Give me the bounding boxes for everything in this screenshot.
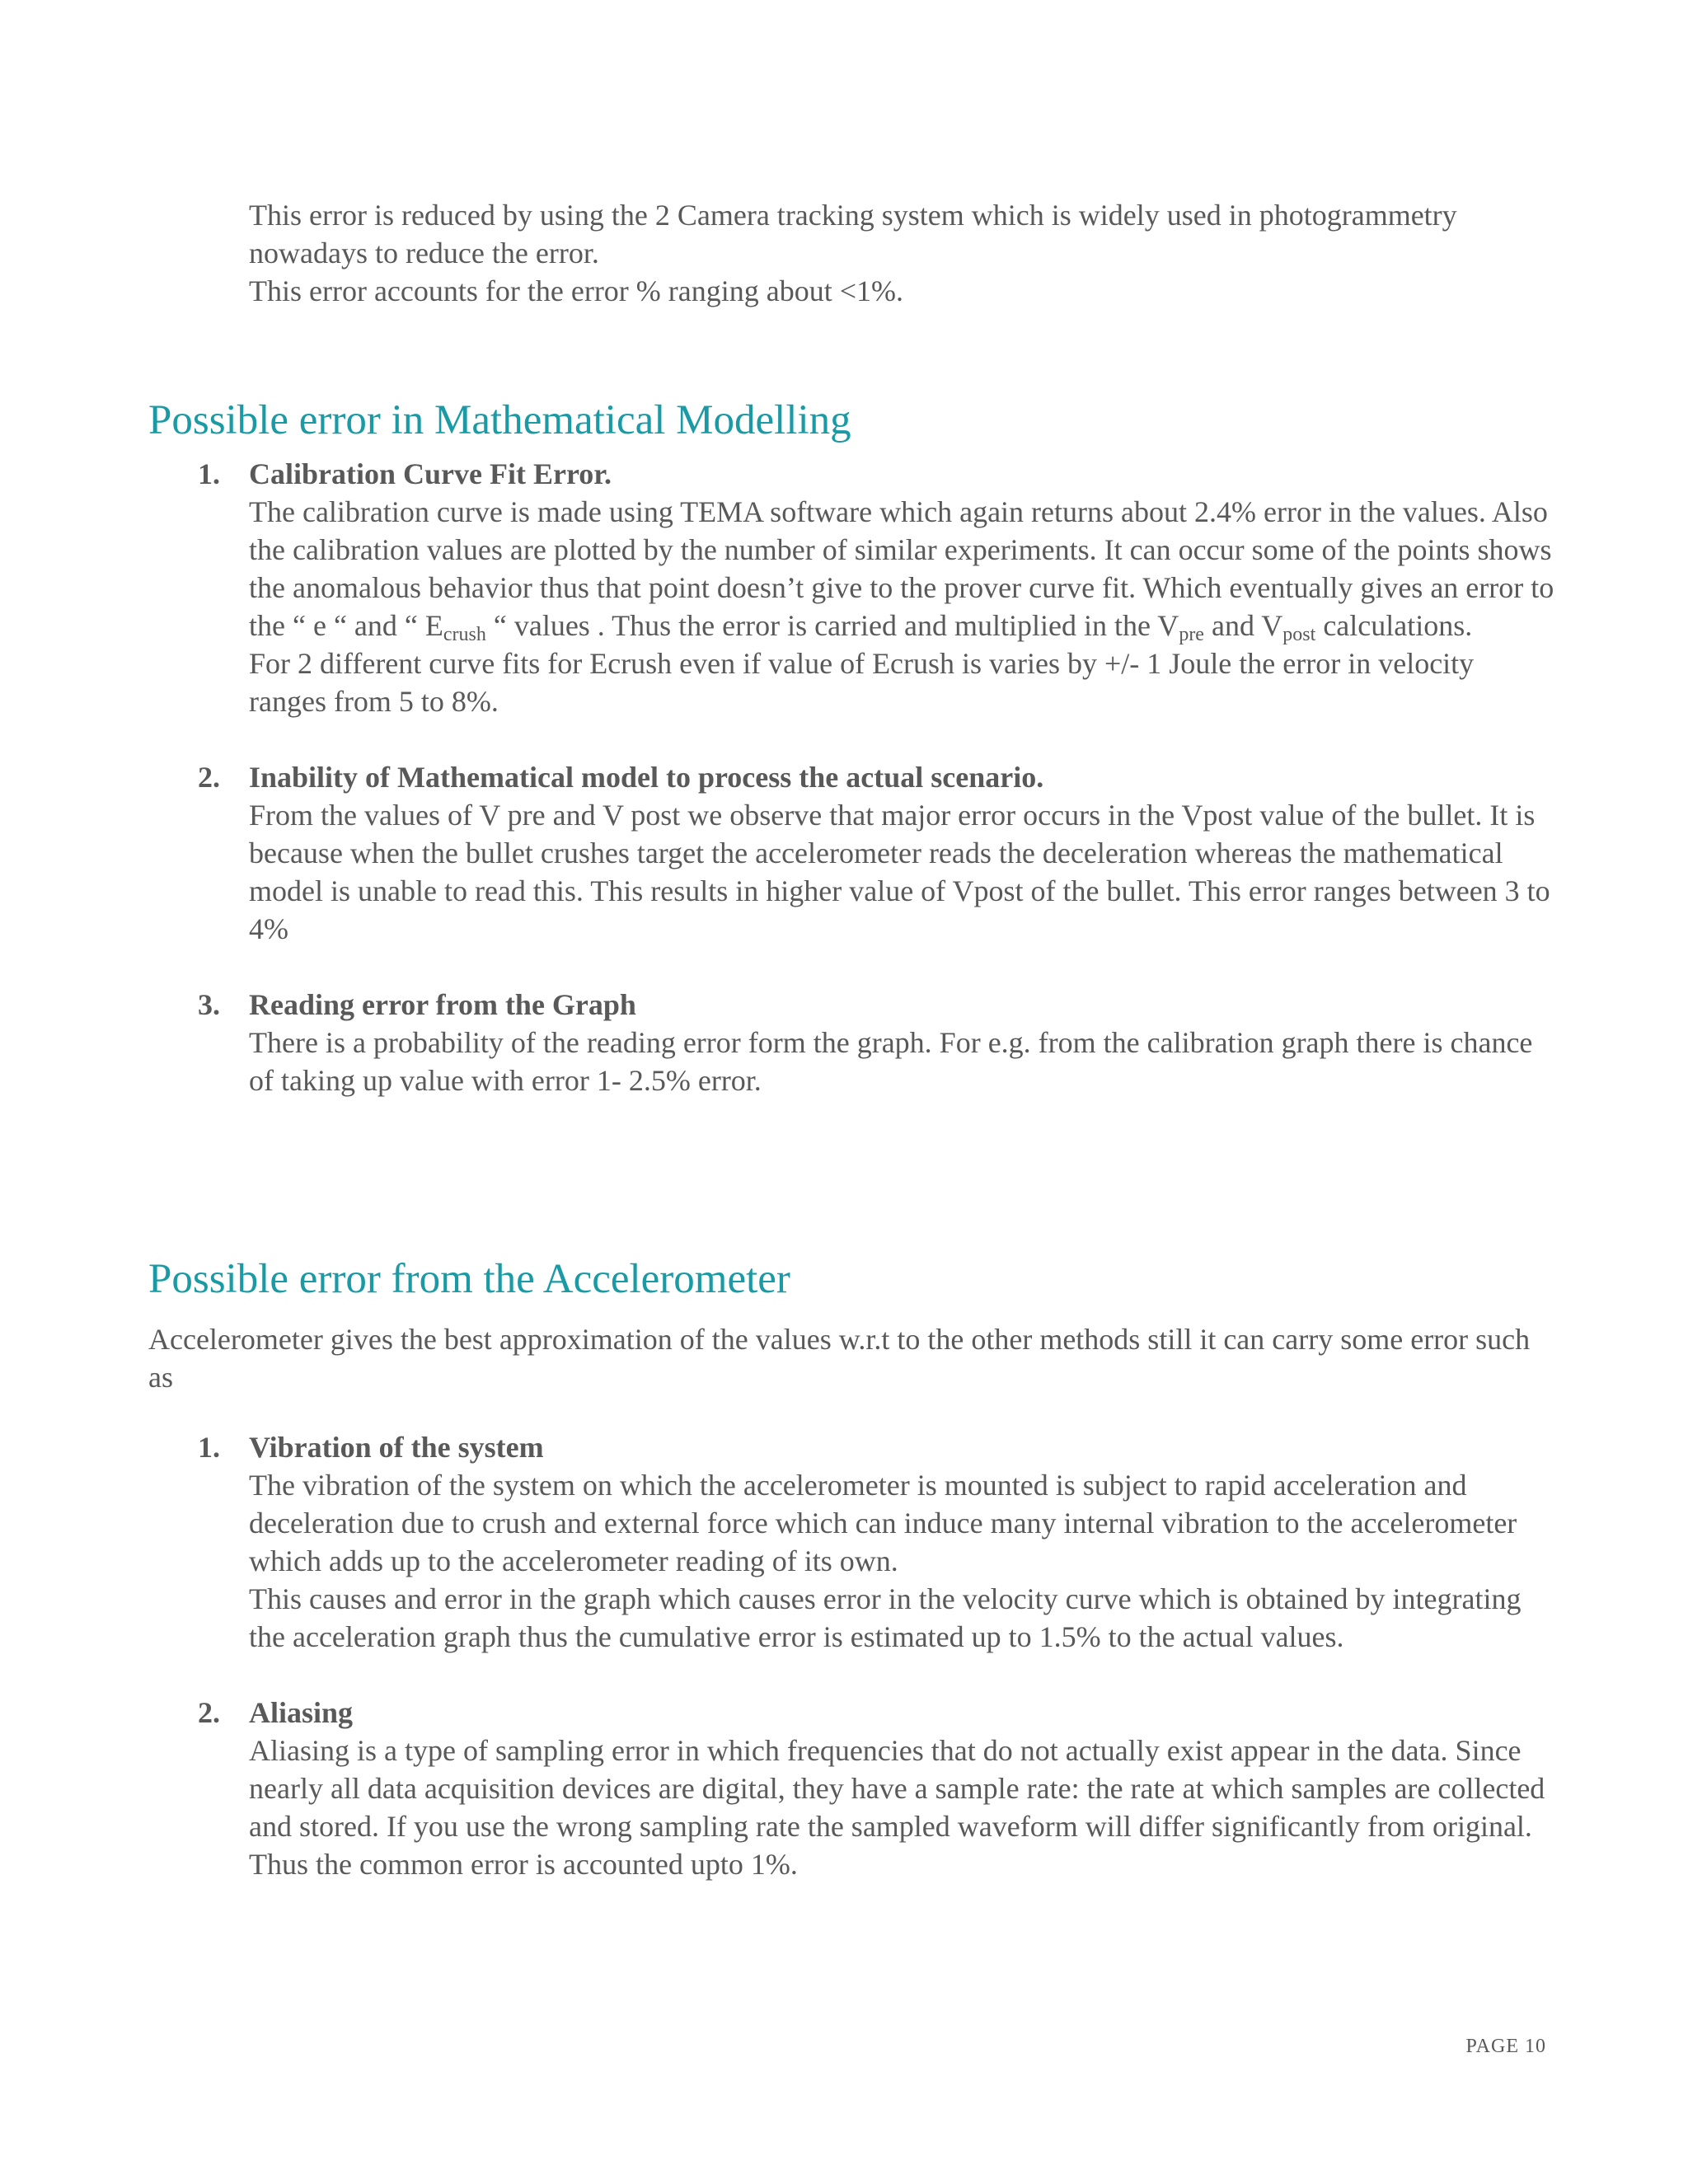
math-modelling-error-list xyxy=(190,455,1558,1099)
list-item-number: 2. xyxy=(198,761,220,794)
list-item xyxy=(190,986,1558,1099)
list-item xyxy=(190,1694,1558,1883)
intro-paragraph: This error accounts for the error % ranging about <1%. xyxy=(249,274,904,307)
list-item-body: There is a probability of the reading error form the graph. For e.g. from the calibration graph there is chance of taking up value with error 1- 2.5% error. xyxy=(249,1026,1533,1097)
list-item-body: Aliasing is a type of sampling error in which frequencies that do not actually exist appear in the data. Since nearly all data acquisition devices are digital, they have a sample rate: the rate at which samples are collected and stored. If you use the wrong sampling rate the sampled waveform will differ significantly from original. xyxy=(249,1734,1545,1843)
subscript-post: post xyxy=(1282,624,1316,645)
section-heading-math-modelling: Possible error in Mathematical Modelling xyxy=(148,397,851,443)
list-item-body: From the values of V pre and V post we observe that major error occurs in the Vpost value of the bullet. It is because when the bullet crushes target the accelerometer reads the deceleration whereas the mathematical model is unable to read this. This results in higher value of Vpost of the bullet. This error ranges between 3 to 4% xyxy=(249,799,1550,945)
list-item-title: Inability of Mathematical model to process the actual scenario. xyxy=(249,761,1044,794)
list-item-body: For 2 different curve fits for Ecrush even if value of Ecrush is varies by +/- 1 Joule the error in velocity ranges from 5 to 8%. xyxy=(249,647,1475,718)
subscript-crush: crush xyxy=(443,624,486,645)
list-item-number: 1. xyxy=(198,457,220,490)
list-item-number: 1. xyxy=(198,1431,220,1464)
intro-paragraph: This error is reduced by using the 2 Camera tracking system which is widely used in photogrammetry nowadays to reduce the error. xyxy=(249,199,1457,269)
list-item-number: 2. xyxy=(198,1696,220,1729)
page-number: PAGE 10 xyxy=(1465,2036,1546,2057)
list-item-body xyxy=(249,493,1558,644)
section-heading-accelerometer: Possible error from the Accelerometer xyxy=(148,1256,790,1302)
list-item xyxy=(190,1428,1558,1656)
list-item-title: Aliasing xyxy=(249,1696,354,1729)
subscript-pre: pre xyxy=(1179,624,1204,645)
accelerometer-error-list xyxy=(190,1428,1558,1883)
list-item xyxy=(190,455,1558,720)
intro-block xyxy=(249,196,1551,310)
list-item-number: 3. xyxy=(198,988,220,1021)
list-item-body: The vibration of the system on which the accelerometer is mounted is subject to rapid acceleration and deceleration due to crush and external force which can induce many internal vibration to the accelerometer which adds up to the accelerometer reading of its own. xyxy=(249,1469,1517,1577)
list-item-body: Thus the common error is accounted upto 1%. xyxy=(249,1848,798,1881)
list-item-title: Reading error from the Graph xyxy=(249,988,636,1021)
list-item-title: Vibration of the system xyxy=(249,1431,544,1464)
text-run: and V xyxy=(1203,609,1283,642)
list-item-body: This causes and error in the graph which causes error in the velocity curve which is obtained by integrating the acceleration graph thus the cumulative error is estimated up to 1.5% to the actual values. xyxy=(249,1582,1522,1653)
list-item xyxy=(190,758,1558,948)
list-item-title: Calibration Curve Fit Error. xyxy=(249,457,612,490)
text-run: calculations. xyxy=(1315,609,1473,642)
text-run: The calibration curve is made using TEMA software which again returns about 2.4% error in the values. Also the calibration values are plotted by the number of similar experiments. It can occur some of the points shows the anomalous behavior thus that point doesn’t give to the prover curve fit. Which eventually gives an error to the “ e “ and “ E xyxy=(249,495,1554,642)
accelerometer-intro: Accelerometer gives the best approximation of the values w.r.t to the other methods still it can carry some error such as xyxy=(148,1323,1531,1394)
text-run: “ values . Thus the error is carried and multiplied in the V xyxy=(485,609,1179,642)
